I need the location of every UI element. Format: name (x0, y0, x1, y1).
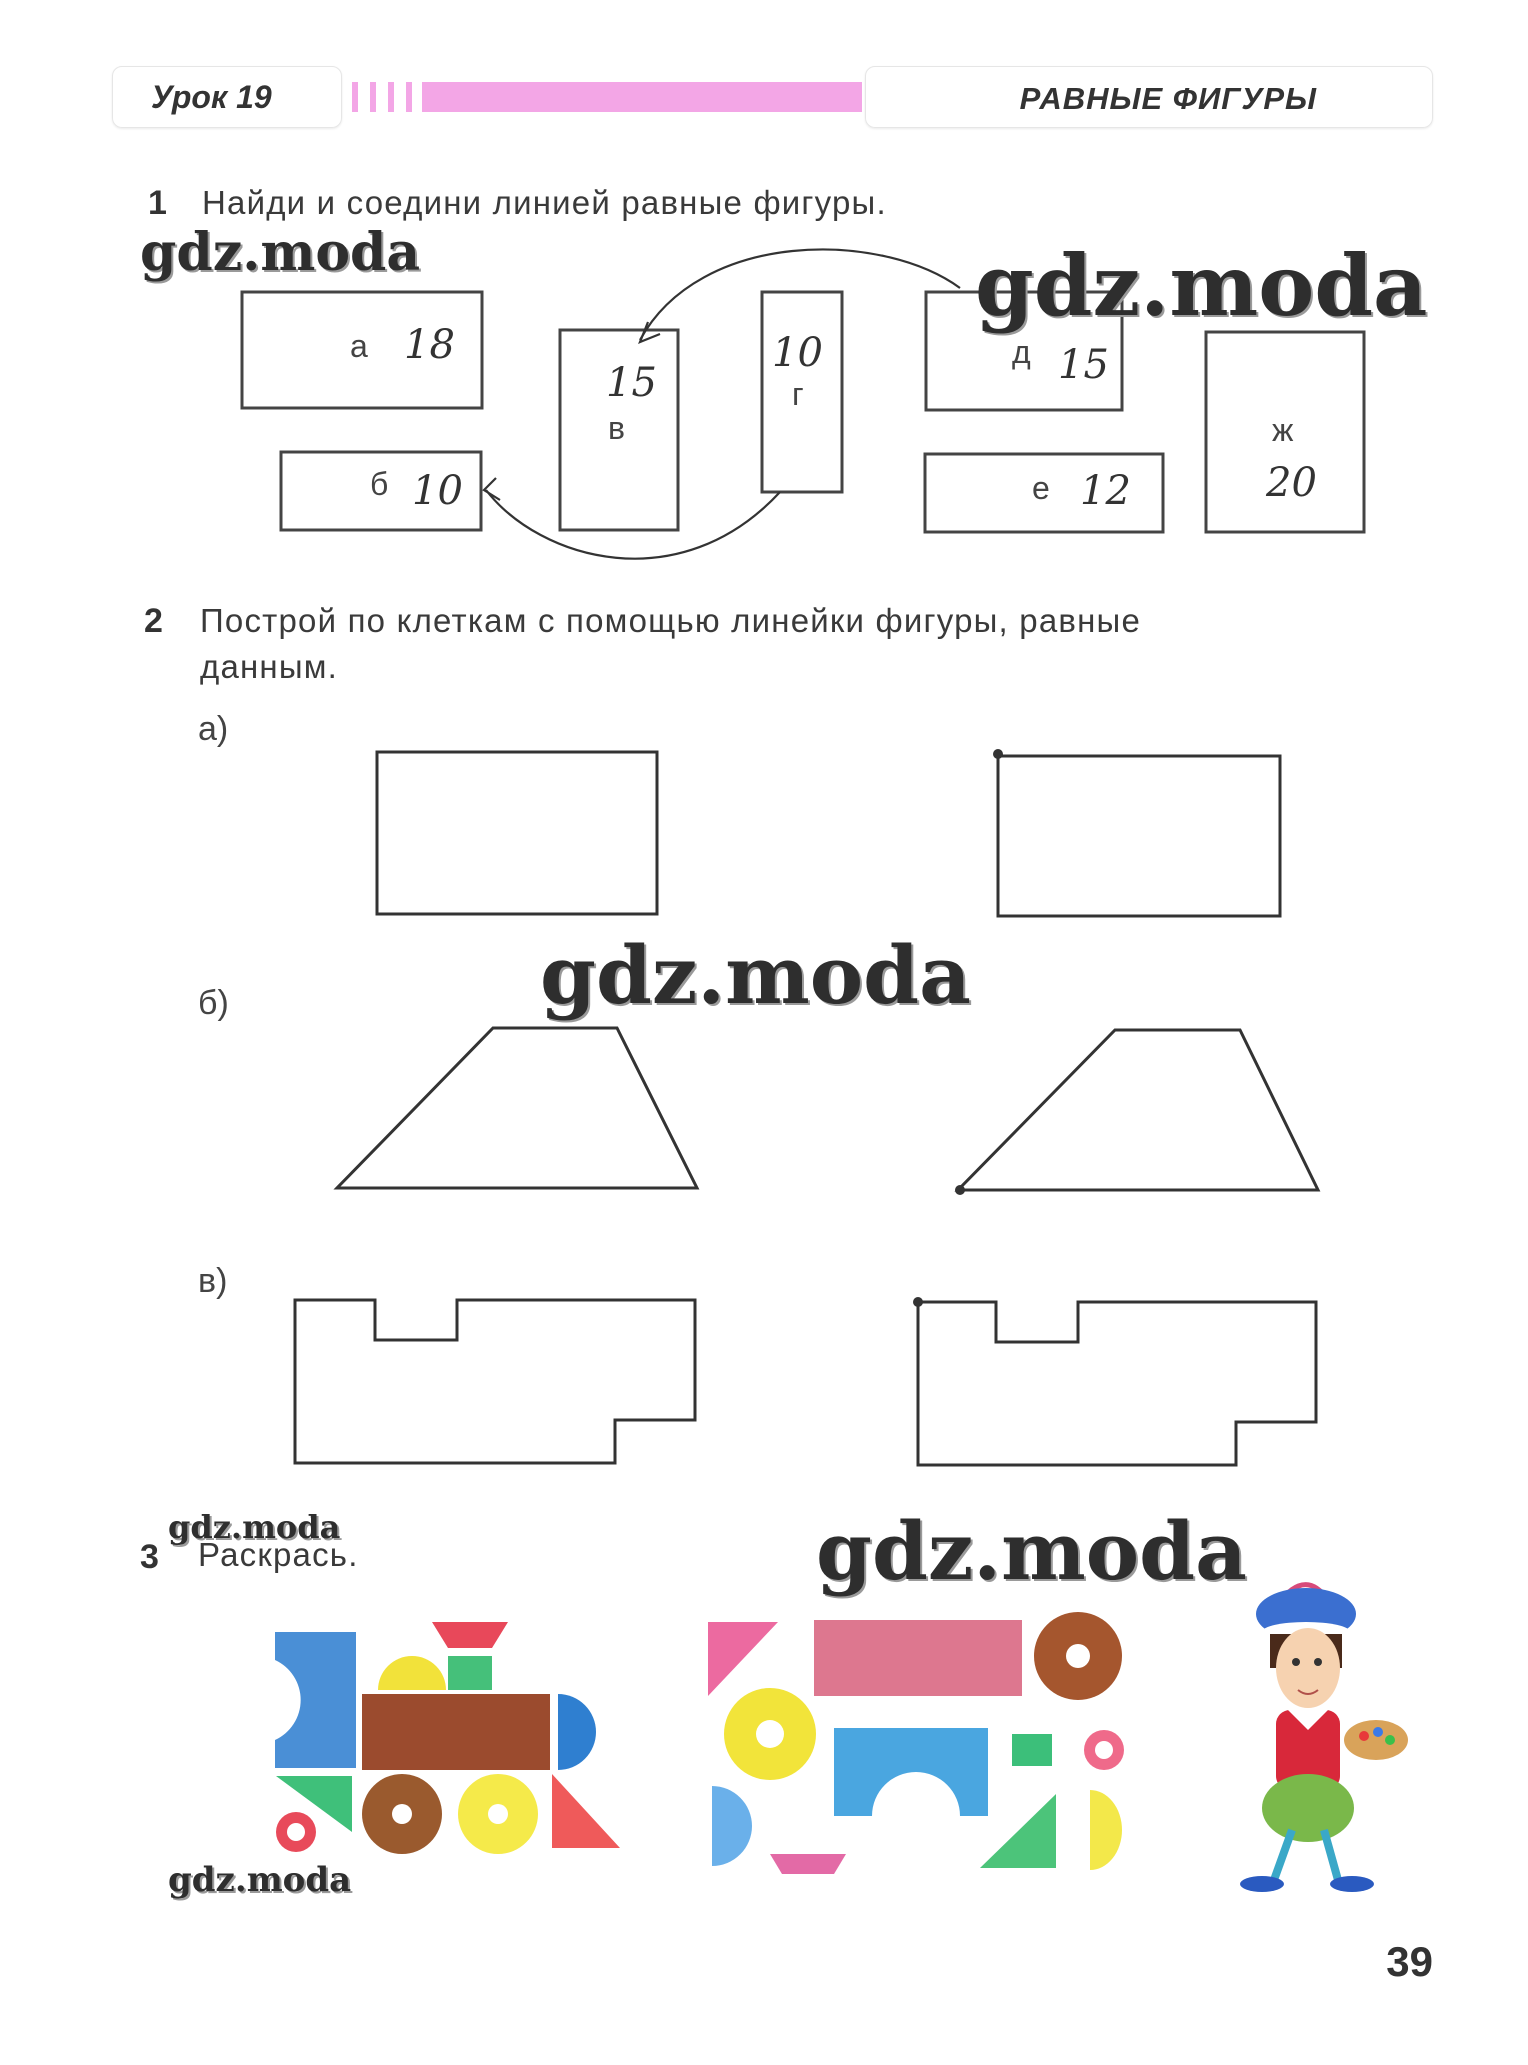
watermark: gdz.moda (975, 236, 1428, 335)
watermark: gdz.moda (540, 928, 971, 1022)
start-dot (993, 749, 1003, 759)
crimson-rectangle (814, 1620, 1022, 1696)
part-a-label: а) (198, 710, 229, 748)
train-picture (275, 1622, 620, 1854)
light-blue-half-circle (712, 1786, 752, 1866)
task3-number: 3 (140, 1538, 159, 1576)
shape-e-letter: е (1032, 470, 1050, 506)
drawn-notched-shape (918, 1302, 1316, 1465)
yellow-half-oval (1090, 1790, 1122, 1870)
lesson-label: Урок 19 (151, 79, 272, 115)
loose-shapes-picture (708, 1612, 1124, 1874)
shape-v-answer: 15 (606, 360, 657, 406)
shape-a-answer: 18 (404, 322, 455, 368)
given-notched-shape (295, 1300, 695, 1463)
yellow-half-circle (378, 1656, 446, 1690)
green-square (448, 1656, 492, 1690)
task1-instruction: Найди и соедини линией равные фигуры. (202, 184, 887, 221)
watermark: gdz.moda (816, 1504, 1247, 1598)
page-number: 39 (1386, 1938, 1433, 1985)
shape-g-letter: г (792, 376, 804, 412)
shape-v-letter: в (608, 410, 625, 446)
given-rectangle (377, 752, 657, 914)
shape-zh-letter: ж (1272, 412, 1294, 448)
green-small-square (1012, 1734, 1052, 1766)
pink-triangle (708, 1622, 778, 1696)
shape-d-answer: 15 (1058, 342, 1109, 388)
brown-boiler-rect (362, 1694, 550, 1770)
shape-d-letter: д (1012, 334, 1031, 370)
green-triangle-2 (980, 1794, 1056, 1868)
pink-trapezoid (770, 1854, 846, 1874)
task2-instruction-line1: Построй по клеткам с помощью линейки фигуры, равные (200, 602, 1142, 639)
blue-cab-shape (275, 1632, 356, 1768)
watermark: gdz.moda (168, 1860, 352, 1900)
shape-e-answer: 12 (1080, 468, 1131, 514)
shape-zh-answer: 20 (1266, 460, 1317, 506)
watermark: gdz.moda (140, 222, 421, 283)
blue-half-circle (558, 1694, 596, 1770)
task2-instruction-line2: данным. (200, 648, 339, 685)
task3-instruction: Раскрась. (198, 1536, 359, 1573)
start-dot (955, 1185, 965, 1195)
topic-title: РАВНЫЕ ФИГУРЫ (1019, 81, 1317, 116)
task2-number: 2 (144, 602, 163, 640)
drawn-trapezoid (958, 1030, 1318, 1190)
connect-b-g-line (486, 490, 780, 559)
part-c-label: в) (198, 1262, 228, 1300)
shape-b-letter: б (370, 466, 389, 502)
watermark: gdz.moda (168, 1508, 341, 1546)
shape-g-answer: 10 (772, 330, 823, 376)
drawn-rectangle (998, 756, 1280, 916)
red-trapezoid (432, 1622, 508, 1648)
start-dot (913, 1297, 923, 1307)
blue-arch (834, 1728, 988, 1816)
connect-v-d-line (640, 249, 960, 340)
part-b-label: б) (198, 984, 229, 1022)
given-trapezoid (337, 1028, 697, 1188)
artist-boy-illustration (1240, 1585, 1408, 1892)
shape-a-letter: а (350, 328, 368, 364)
task1-number: 1 (148, 184, 167, 222)
red-triangle (552, 1774, 620, 1848)
shape-b-answer: 10 (412, 468, 463, 514)
